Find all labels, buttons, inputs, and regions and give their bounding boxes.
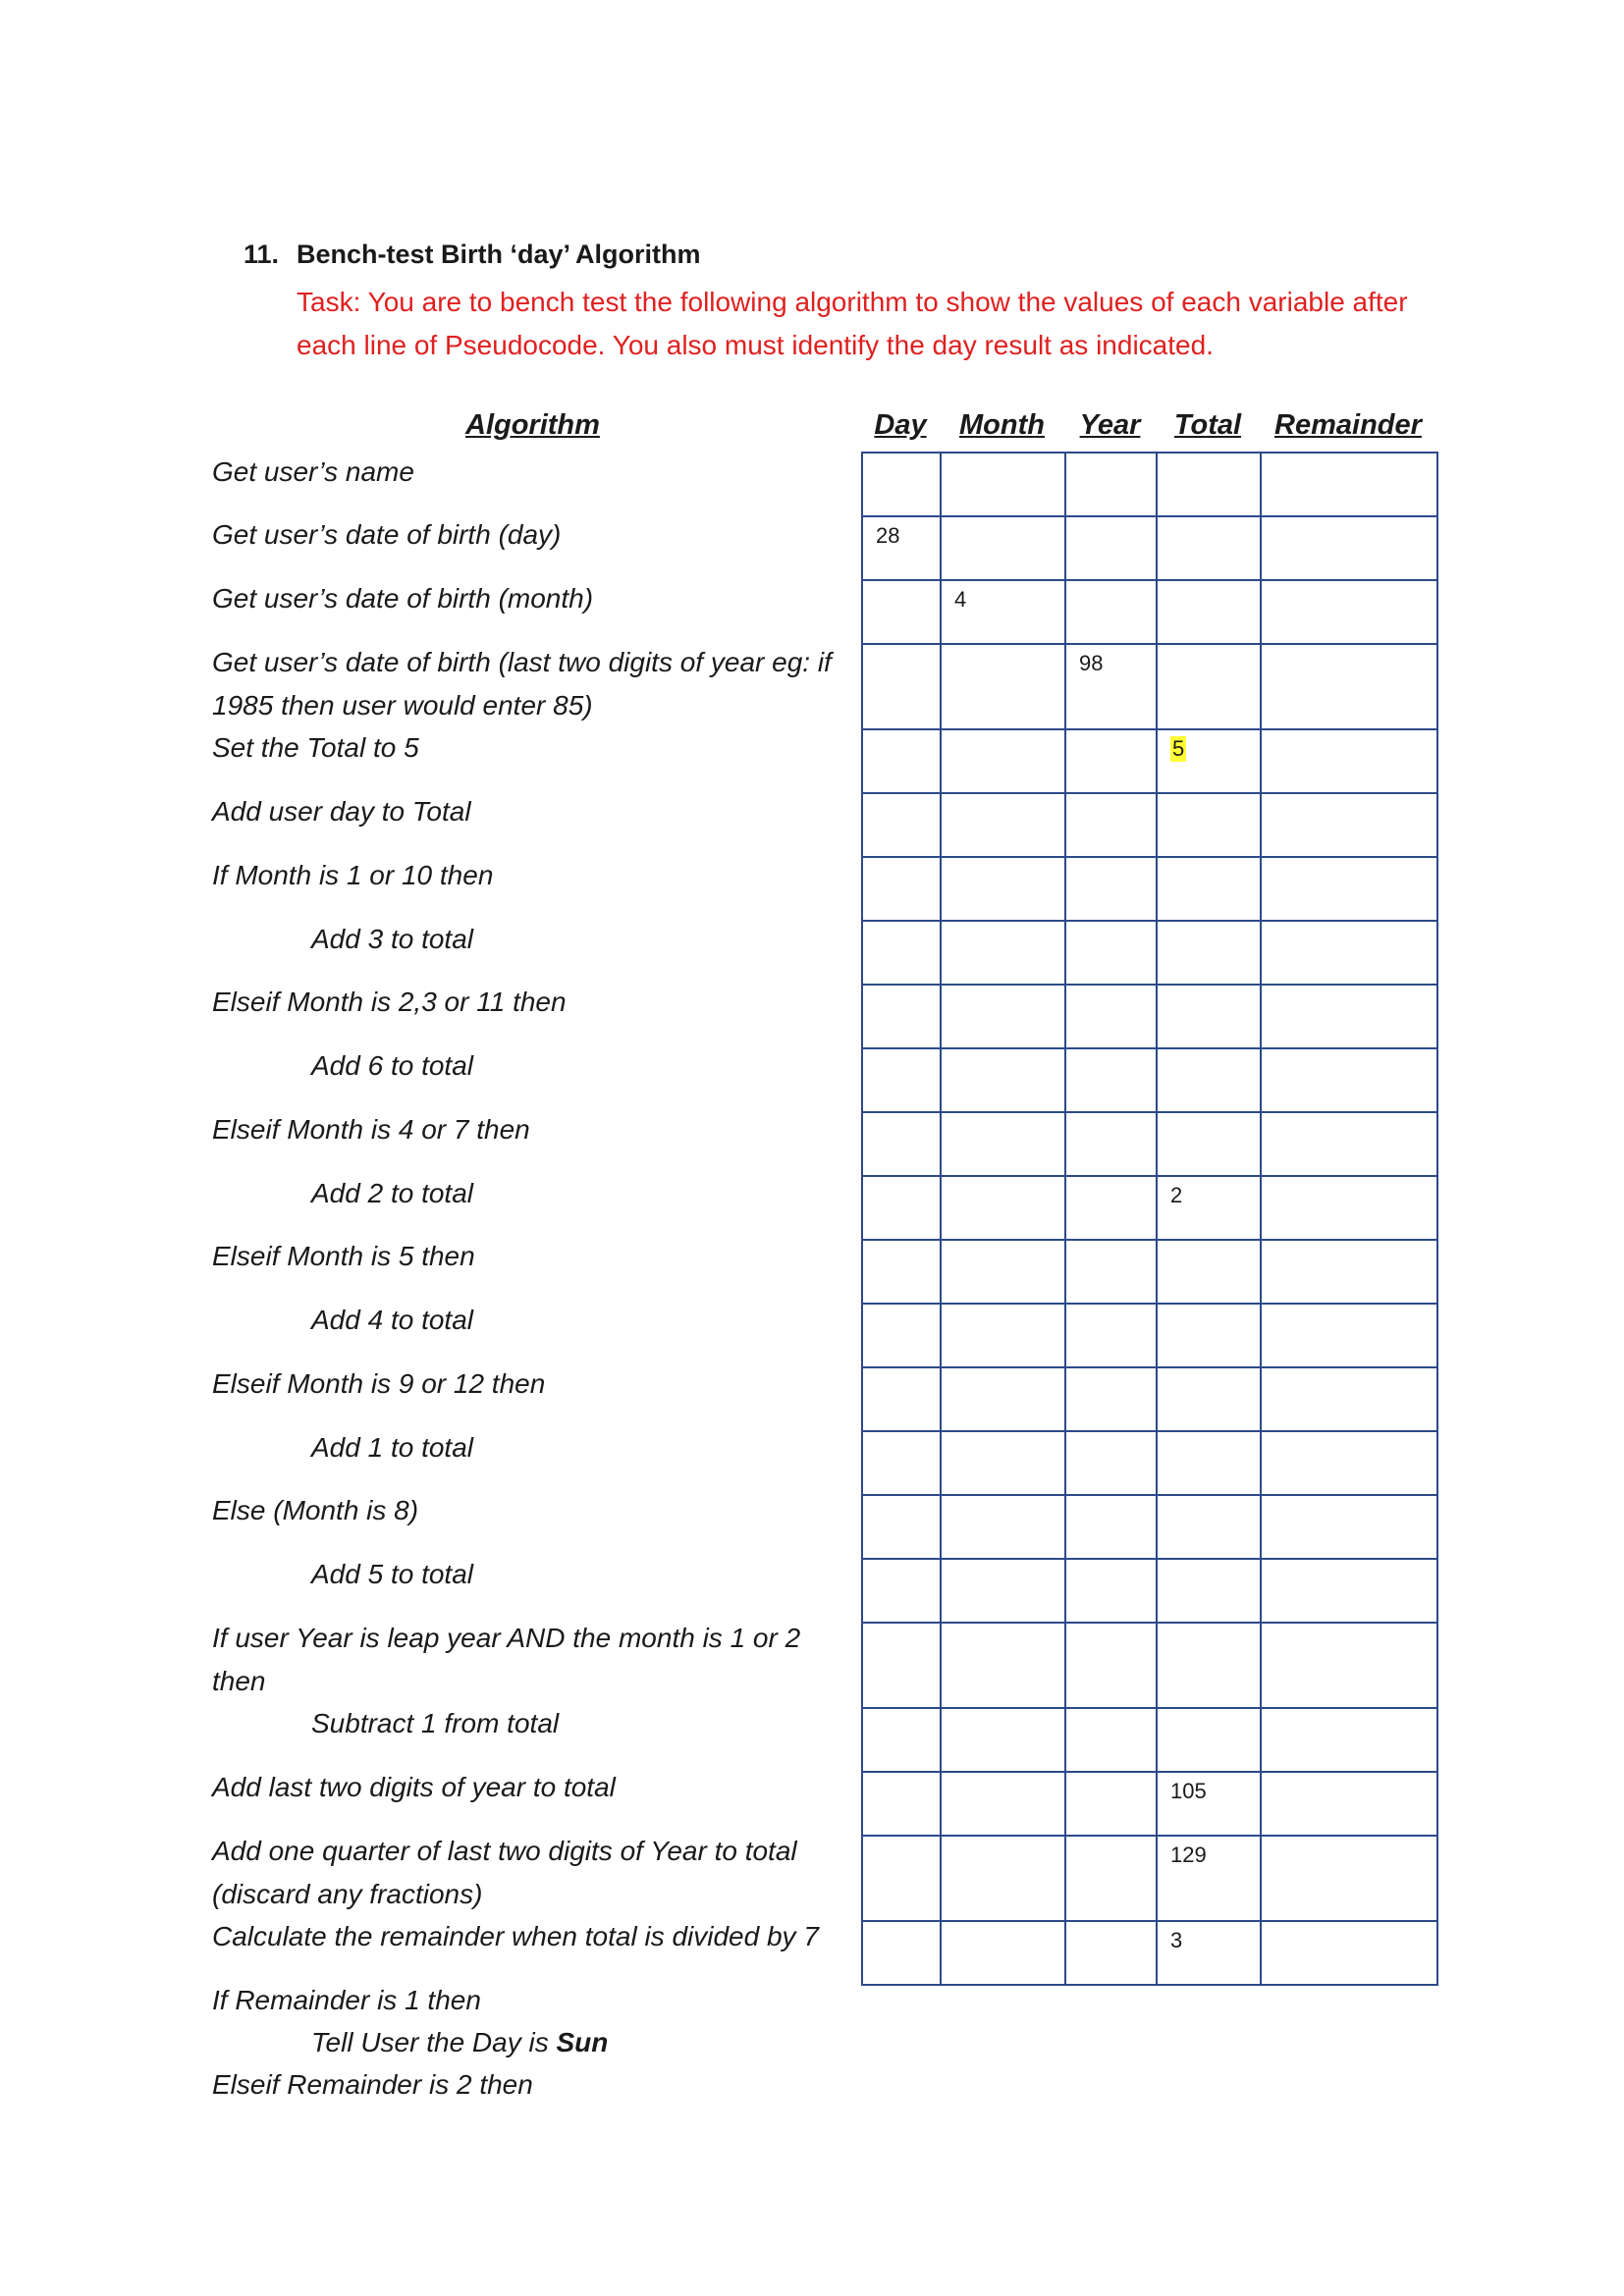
cell-remainder[interactable] xyxy=(1261,1240,1437,1304)
cell-month[interactable] xyxy=(941,985,1065,1048)
cell-remainder[interactable] xyxy=(1261,516,1437,580)
cell-day[interactable] xyxy=(862,1708,941,1772)
algorithm-header: Algorithm xyxy=(465,409,600,441)
cell-year[interactable] xyxy=(1065,1048,1157,1112)
cell-total[interactable] xyxy=(1157,1112,1261,1176)
cell-month[interactable] xyxy=(941,580,1065,644)
step-else-month-8: Else (Month is 8) xyxy=(212,1495,419,1525)
question-number: 11. xyxy=(244,240,280,269)
step-add-5: Add 5 to total xyxy=(311,1559,474,1589)
table-row xyxy=(862,1772,1437,1836)
cell-total[interactable] xyxy=(1157,729,1261,793)
table-row xyxy=(862,1048,1437,1112)
cell-remainder[interactable] xyxy=(1261,1921,1437,1985)
step-set-total: Set the Total to 5 xyxy=(212,732,419,763)
cell-year[interactable] xyxy=(1065,985,1157,1048)
cell-total[interactable] xyxy=(1157,1048,1261,1112)
cell-day[interactable] xyxy=(862,793,941,857)
step-get-year: Get user’s date of birth (last two digits of year eg: if 1985 then user would enter 85) xyxy=(212,647,832,721)
step-elseif-month-9-12: Elseif Month is 9 or 12 then xyxy=(212,1368,546,1399)
cell-total[interactable] xyxy=(1157,580,1261,644)
cell-remainder[interactable] xyxy=(1261,1304,1437,1367)
table-row xyxy=(862,1559,1437,1623)
cell-year[interactable] xyxy=(1065,1367,1157,1431)
cell-day[interactable] xyxy=(862,1836,941,1921)
cell-value: 129 xyxy=(1170,1842,1207,1867)
cell-day[interactable] xyxy=(862,1240,941,1304)
cell-year[interactable] xyxy=(1065,1304,1157,1367)
cell-total[interactable] xyxy=(1157,1708,1261,1772)
column-header-remainder: Remainder xyxy=(1274,409,1422,441)
step-elseif-month-2-3-11: Elseif Month is 2,3 or 11 then xyxy=(212,987,567,1017)
cell-day[interactable] xyxy=(862,985,941,1048)
cell-total[interactable] xyxy=(1157,516,1261,580)
cell-year[interactable] xyxy=(1065,793,1157,857)
table-row xyxy=(862,793,1437,857)
column-header-day: Day xyxy=(874,409,927,441)
cell-month[interactable] xyxy=(941,1048,1065,1112)
step-if-month-1-10: If Month is 1 or 10 then xyxy=(212,860,494,890)
cell-month[interactable] xyxy=(941,1495,1065,1559)
cell-month[interactable] xyxy=(941,1772,1065,1836)
cell-month[interactable] xyxy=(941,1836,1065,1921)
cell-month[interactable] xyxy=(941,516,1065,580)
step-leap-year-check: If user Year is leap year AND the month is 1 or 2 then xyxy=(212,1623,801,1696)
cell-day[interactable] xyxy=(862,453,941,516)
cell-remainder[interactable] xyxy=(1261,1431,1437,1495)
cell-day[interactable] xyxy=(862,1431,941,1495)
cell-day[interactable] xyxy=(862,516,941,580)
tell-day-prefix: Tell User the Day is xyxy=(311,2027,557,2057)
step-subtract-1: Subtract 1 from total xyxy=(311,1708,560,1738)
step-if-remainder-1: If Remainder is 1 then xyxy=(212,1985,481,2015)
cell-month[interactable] xyxy=(941,1176,1065,1240)
cell-remainder[interactable] xyxy=(1261,1772,1437,1836)
cell-year[interactable] xyxy=(1065,453,1157,516)
cell-day[interactable] xyxy=(862,921,941,985)
cell-day[interactable] xyxy=(862,1112,941,1176)
step-add-day: Add user day to Total xyxy=(212,796,471,827)
table-row xyxy=(862,1495,1437,1559)
table-row xyxy=(862,1836,1437,1921)
column-header-total: Total xyxy=(1173,409,1242,441)
cell-day[interactable] xyxy=(862,729,941,793)
cell-month[interactable] xyxy=(941,1708,1065,1772)
cell-total[interactable] xyxy=(1157,793,1261,857)
table-row xyxy=(862,729,1437,793)
step-add-4: Add 4 to total xyxy=(311,1305,474,1335)
table-row xyxy=(862,1921,1437,1985)
cell-year[interactable] xyxy=(1065,857,1157,921)
cell-value: 105 xyxy=(1170,1779,1207,1803)
cell-day[interactable] xyxy=(862,1176,941,1240)
step-elseif-month-4-7: Elseif Month is 4 or 7 then xyxy=(212,1114,530,1145)
cell-remainder[interactable] xyxy=(1261,793,1437,857)
question-heading xyxy=(244,240,701,270)
step-add-3: Add 3 to total xyxy=(311,924,474,954)
cell-remainder[interactable] xyxy=(1261,453,1437,516)
cell-value: 4 xyxy=(954,587,967,612)
cell-year[interactable] xyxy=(1065,1176,1157,1240)
cell-year[interactable] xyxy=(1065,1240,1157,1304)
cell-month[interactable] xyxy=(941,453,1065,516)
cell-month[interactable] xyxy=(941,1112,1065,1176)
table-row xyxy=(862,1623,1437,1708)
question-title: Bench-test Birth ‘day’ Algorithm xyxy=(297,240,701,269)
table-row xyxy=(862,453,1437,516)
cell-remainder[interactable] xyxy=(1261,729,1437,793)
cell-remainder[interactable] xyxy=(1261,1176,1437,1240)
cell-day[interactable] xyxy=(862,1559,941,1623)
cell-total[interactable] xyxy=(1157,1176,1261,1240)
cell-total[interactable] xyxy=(1157,1304,1261,1367)
cell-remainder[interactable] xyxy=(1261,1495,1437,1559)
cell-year[interactable] xyxy=(1065,580,1157,644)
cell-remainder[interactable] xyxy=(1261,1559,1437,1623)
cell-year[interactable] xyxy=(1065,729,1157,793)
table-row xyxy=(862,1112,1437,1176)
table-row xyxy=(862,1367,1437,1431)
cell-value: 3 xyxy=(1170,1928,1183,1952)
table-row xyxy=(862,1708,1437,1772)
cell-remainder[interactable] xyxy=(1261,921,1437,985)
step-calc-remainder: Calculate the remainder when total is divided by 7 xyxy=(212,1921,819,1951)
cell-total[interactable] xyxy=(1157,1623,1261,1708)
cell-remainder[interactable] xyxy=(1261,1623,1437,1708)
cell-year[interactable] xyxy=(1065,1836,1157,1921)
table-row xyxy=(862,644,1437,729)
cell-total[interactable] xyxy=(1157,644,1261,729)
table-row xyxy=(862,985,1437,1048)
bench-test-table xyxy=(861,452,1438,1986)
step-get-month: Get user’s date of birth (month) xyxy=(212,583,594,614)
table-row xyxy=(862,1240,1437,1304)
cell-total[interactable] xyxy=(1157,453,1261,516)
cell-remainder[interactable] xyxy=(1261,1708,1437,1772)
cell-year[interactable] xyxy=(1065,1495,1157,1559)
cell-total[interactable] xyxy=(1157,921,1261,985)
cell-month[interactable] xyxy=(941,793,1065,857)
cell-year[interactable] xyxy=(1065,1623,1157,1708)
cell-month[interactable] xyxy=(941,857,1065,921)
cell-month[interactable] xyxy=(941,1240,1065,1304)
cell-year[interactable] xyxy=(1065,644,1157,729)
cell-day[interactable] xyxy=(862,1495,941,1559)
cell-total[interactable] xyxy=(1157,1495,1261,1559)
cell-year[interactable] xyxy=(1065,1708,1157,1772)
cell-year[interactable] xyxy=(1065,516,1157,580)
cell-value: 2 xyxy=(1170,1183,1183,1207)
highlighted-total: 5 xyxy=(1172,736,1185,761)
step-add-6: Add 6 to total xyxy=(311,1050,474,1081)
table-row xyxy=(862,516,1437,580)
cell-year[interactable] xyxy=(1065,1772,1157,1836)
cell-day[interactable] xyxy=(862,644,941,729)
step-elseif-month-5: Elseif Month is 5 then xyxy=(212,1241,475,1271)
cell-year[interactable] xyxy=(1065,1559,1157,1623)
cell-total[interactable] xyxy=(1157,1921,1261,1985)
cell-month[interactable] xyxy=(941,1431,1065,1495)
cell-total[interactable] xyxy=(1157,985,1261,1048)
cell-day[interactable] xyxy=(862,1367,941,1431)
table-row xyxy=(862,580,1437,644)
cell-month[interactable] xyxy=(941,1559,1065,1623)
cell-remainder[interactable] xyxy=(1261,644,1437,729)
step-tell-day-sun xyxy=(311,2021,959,2064)
cell-remainder[interactable] xyxy=(1261,1367,1437,1431)
table-row xyxy=(862,1304,1437,1367)
task-instructions: Task: You are to bench test the following algorithm to show the values of each variable after each line of Pseudocode. You also must identify the day result as indicated. xyxy=(297,287,1408,360)
cell-day[interactable] xyxy=(862,1623,941,1708)
day-result-sun: Sun xyxy=(556,2027,609,2057)
cell-remainder[interactable] xyxy=(1261,1048,1437,1112)
table-row xyxy=(862,1431,1437,1495)
cell-total[interactable] xyxy=(1157,857,1261,921)
cell-value: 98 xyxy=(1079,651,1104,675)
cell-total[interactable] xyxy=(1157,1240,1261,1304)
table-row xyxy=(862,921,1437,985)
table-row xyxy=(862,1176,1437,1240)
cell-year[interactable] xyxy=(1065,1112,1157,1176)
cell-remainder[interactable] xyxy=(1261,1836,1437,1921)
cell-total[interactable] xyxy=(1157,1367,1261,1431)
table-row xyxy=(862,857,1437,921)
cell-day[interactable] xyxy=(862,1921,941,1985)
cell-remainder[interactable] xyxy=(1261,1112,1437,1176)
cell-remainder[interactable] xyxy=(1261,580,1437,644)
cell-year[interactable] xyxy=(1065,1431,1157,1495)
cell-day[interactable] xyxy=(862,1048,941,1112)
step-add-quarter-year: Add one quarter of last two digits of Year to total (discard any fractions) xyxy=(212,1836,797,1909)
cell-month[interactable] xyxy=(941,1623,1065,1708)
cell-year[interactable] xyxy=(1065,921,1157,985)
cell-total[interactable] xyxy=(1157,1836,1261,1921)
step-get-name: Get user’s name xyxy=(212,456,414,487)
cell-remainder[interactable] xyxy=(1261,985,1437,1048)
cell-month[interactable] xyxy=(941,1921,1065,1985)
step-elseif-remainder-2: Elseif Remainder is 2 then xyxy=(212,2069,533,2100)
cell-total[interactable] xyxy=(1157,1559,1261,1623)
cell-day[interactable] xyxy=(862,1772,941,1836)
cell-day[interactable] xyxy=(862,580,941,644)
step-get-day: Get user’s date of birth (day) xyxy=(212,519,562,550)
cell-day[interactable] xyxy=(862,857,941,921)
cell-total[interactable] xyxy=(1157,1431,1261,1495)
cell-total[interactable] xyxy=(1157,1772,1261,1836)
cell-day[interactable] xyxy=(862,1304,941,1367)
step-add-year-digits: Add last two digits of year to total xyxy=(212,1772,616,1802)
cell-month[interactable] xyxy=(941,1304,1065,1367)
step-add-2: Add 2 to total xyxy=(311,1178,474,1208)
cell-remainder[interactable] xyxy=(1261,857,1437,921)
cell-month[interactable] xyxy=(941,644,1065,729)
column-header-year: Year xyxy=(1079,409,1141,441)
cell-month[interactable] xyxy=(941,729,1065,793)
step-add-1: Add 1 to total xyxy=(311,1432,474,1463)
cell-value: 28 xyxy=(876,523,900,548)
cell-month[interactable] xyxy=(941,921,1065,985)
cell-month[interactable] xyxy=(941,1367,1065,1431)
column-header-month: Month xyxy=(959,409,1045,441)
cell-year[interactable] xyxy=(1065,1921,1157,1985)
